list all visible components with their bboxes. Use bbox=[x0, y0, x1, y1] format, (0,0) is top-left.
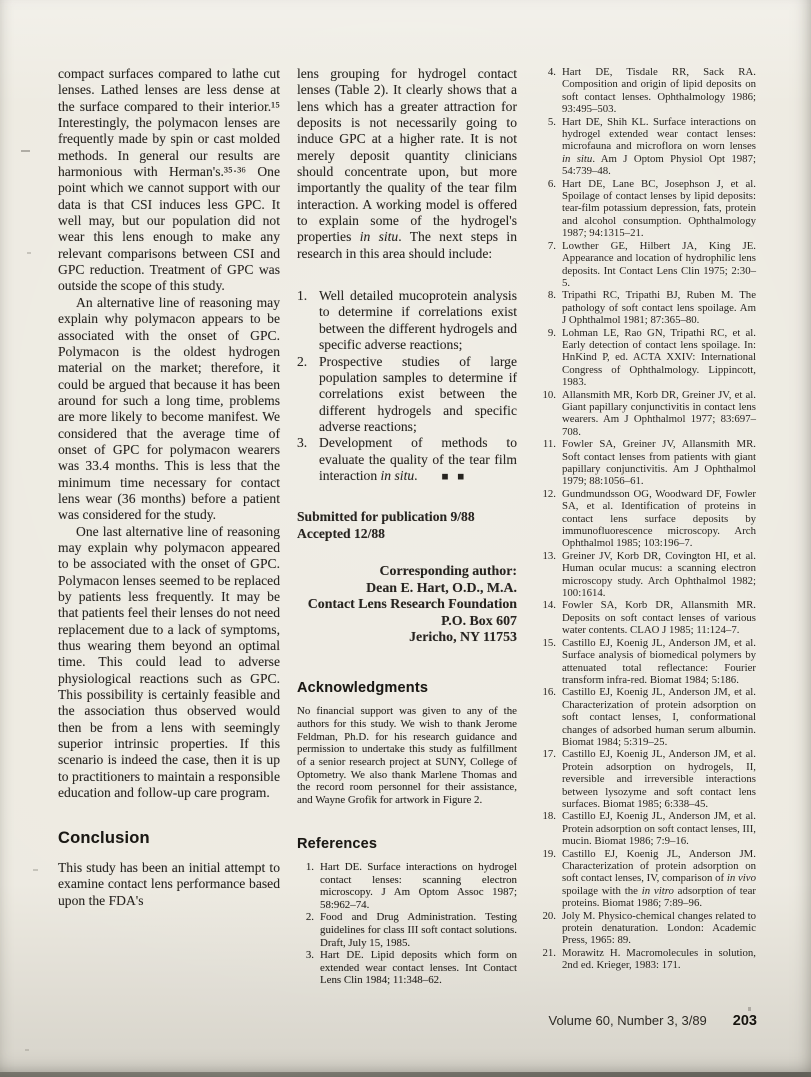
submitted-line: Submitted for publication 9/88 bbox=[297, 509, 475, 525]
list-item bbox=[297, 288, 517, 353]
reference-text: Castillo EJ, Koenig JL, Anderson JM. Characterization of protein adsorption on soft contact lenses, IV, comparison of in vivo spoilage with the in vitro adsorption of tear proteins. Biomat 1986; 7:89–96. bbox=[562, 847, 756, 910]
scan-artifact bbox=[27, 252, 31, 254]
reference-item bbox=[537, 116, 756, 178]
reference-number: 13. bbox=[542, 549, 556, 562]
reference-number: 20. bbox=[542, 909, 556, 922]
reference-text: Lowther GE, Hilbert JA, King JE. Appearance and location of hydrophilic lens deposits. Int Contact Lens Clin 1975; 2:30–5. bbox=[562, 239, 756, 289]
conclusion-heading: Conclusion bbox=[58, 829, 150, 848]
reference-text: Allansmith MR, Korb DR, Greiner JV, et al. Giant papillary conjunctivitis in contact lens wearers. Am J Ophthalmol 1977; 83:697–708. bbox=[562, 388, 756, 438]
reference-item bbox=[537, 910, 756, 947]
reference-item bbox=[297, 911, 517, 949]
scan-artifact bbox=[25, 1049, 29, 1051]
corresponding-author-city: Jericho, NY 11753 bbox=[409, 630, 517, 646]
reference-number: 18. bbox=[542, 810, 556, 823]
column-right bbox=[537, 66, 756, 972]
reference-text: Hart DE, Shih KL. Surface interactions on hydrogel extended wear contact lenses: microfauna and microflora on worn lenses in situ. Am J Optom Physiol Opt 1987; 54:739–48. bbox=[562, 115, 756, 178]
reference-number: 2. bbox=[305, 911, 314, 924]
reference-item bbox=[537, 488, 756, 550]
reference-text: Fowler SA, Korb DR, Allansmith MR. Deposits on soft contact lenses of various water contents. CLAO J 1985; 11:124–7. bbox=[562, 599, 756, 637]
list-item-number: 3. bbox=[297, 435, 308, 451]
body-paragraph: compact surfaces compared to lathe cut lenses. Lathed lenses are less dense at the surface compared to their interior.¹⁵ Interestingly, the polymacon lenses are frequently made by spin or cast molded methods. In general our results are harmonious with Herman's.³⁵·³⁶ One point which we cannot support with our data is that CSI induces less GPC. It well may, but our population did not wear this lens enough to make any relevant comparisons between CSI and GPC reduction. Treatment of GPC was outside the scope of this study. bbox=[58, 66, 280, 294]
scan-artifact bbox=[748, 1007, 751, 1011]
conclusion-paragraph: This study has been an initial attempt to examine contact lens performance based upon the FDA's bbox=[58, 859, 280, 908]
intro-paragraph: lens grouping for hydrogel contact lenses (Table 2). It clearly shows that a lens which has a greater attraction for deposits is not necessarily going to induce GPC at a higher rate. It is not merely deposit quantity clinicians should concentrate upon, but more importantly the quality of the tear film interaction. A working model is offered to explain some of the hydrogel's properties in situ. The next steps in research in this area should include: bbox=[297, 66, 517, 261]
list-item-text-content: Prospective studies of large population samples to determine if correlations exist between the different hydrogels and specific adverse reactions; bbox=[319, 353, 517, 434]
reference-number: 9. bbox=[547, 326, 556, 339]
reference-number: 14. bbox=[542, 599, 556, 612]
submission-dates bbox=[297, 509, 517, 542]
reference-item bbox=[537, 599, 756, 636]
corresponding-author-label: Corresponding author: bbox=[379, 563, 517, 579]
list-item-text bbox=[319, 435, 517, 485]
reference-number: 1. bbox=[305, 861, 314, 874]
body-paragraph: An alternative line of reasoning may explain why polymacon appears to be associated with the onset of GPC. Polymacon is the oldest hydrogen material on the market; therefore, it could be argued that because it has been around for such a long time, problems are more likely to become manifest. We considered that the average time of onset of GPC for polymacon wearers was 33.4 months. This is less that the minimum time necessary for contact lens wear (36 months) before a patient was considered for the study. bbox=[58, 294, 280, 523]
reference-item bbox=[537, 178, 756, 240]
numbered-list bbox=[297, 288, 517, 485]
reference-text: Tripathi RC, Tripathi BJ, Ruben M. The pathology of soft contact lens spoilage. Am J Ophthalmol 1981; 87:365–80. bbox=[562, 289, 756, 327]
corresponding-author-pobox: P.O. Box 607 bbox=[441, 613, 517, 629]
reference-number: 16. bbox=[542, 686, 556, 699]
list-item-text bbox=[319, 288, 517, 353]
reference-number: 3. bbox=[305, 949, 314, 962]
reference-list-continued bbox=[537, 66, 756, 972]
reference-text: Hart DE, Tisdale RR, Sack RA. Composition and origin of lipid deposits on soft contact lenses. Ophthalmology 1986; 93:495–503. bbox=[562, 66, 756, 116]
acknowledgments-text: No financial support was given to any of the authors for this study. We wish to thank Jerome Feldman, Ph.D. for his research guidance and permission to undertake this study as fulfillment of a senior research project at SUNY, College of Optometry. We also thank Marlene Thomas and the record room personnel for their assistance, and Wayne Grofik for artwork in Figure 2. bbox=[297, 705, 517, 807]
references-heading: References bbox=[297, 835, 378, 852]
reference-text: Hart DE, Lane BC, Josephson J, et al. Spoilage of contact lenses by lipid deposits: tear-film potassium depression, fats, protein and alcohol consumption. Ophthalmology 1987; 94:1315–21. bbox=[562, 177, 756, 240]
scan-artifact bbox=[33, 869, 38, 871]
list-item bbox=[297, 354, 517, 436]
reference-item bbox=[297, 861, 517, 911]
corresponding-author-block bbox=[297, 564, 517, 647]
reference-item bbox=[537, 240, 756, 290]
reference-item bbox=[537, 550, 756, 600]
scan-bottom-edge bbox=[0, 1072, 811, 1077]
reference-number: 21. bbox=[542, 946, 556, 959]
reference-item bbox=[537, 686, 756, 748]
reference-item bbox=[537, 637, 756, 687]
column-left bbox=[58, 66, 280, 909]
reference-text: Hart DE. Lipid deposits which form on extended wear contact lenses. Int Contact Lens Clin 1984; 11:348–62. bbox=[320, 949, 517, 987]
reference-text: Food and Drug Administration. Testing guidelines for class III soft contact solutions. Draft, July 15, 1985. bbox=[320, 911, 517, 949]
reference-number: 6. bbox=[547, 177, 556, 190]
corresponding-author-org: Contact Lens Research Foundation bbox=[307, 597, 517, 613]
reference-text: Joly M. Physico-chemical changes related to protein denaturation. London: Academic Press, 1965: 89. bbox=[562, 909, 756, 947]
reference-text: Lohman LE, Rao GN, Tripathi RC, et al. Early detection of contact lens spoilage. In: HnKind P, ed. ACTA XXIV: International Congress of Ophthalmology. Lippincott, 1983. bbox=[562, 326, 756, 389]
reference-text: Morawitz H. Macromolecules in solution, 2nd ed. Krieger, 1983: 171. bbox=[562, 946, 756, 972]
reference-text: Castillo EJ, Koenig JL, Anderson JM, et al. Protein adsorption on hydrogels, II, reversible and irreversible interactions between lysozyme and soft contact lens surfaces. Biomat 1985; 6:338–45. bbox=[562, 748, 756, 810]
reference-number: 12. bbox=[542, 487, 556, 500]
column-middle bbox=[297, 66, 517, 987]
reference-text: Castillo EJ, Koenig JL, Anderson JM, et al. Protein adsorption on soft contact lenses, III, mucin. Biomat 1986; 7:9–16. bbox=[562, 810, 756, 848]
reference-number: 17. bbox=[542, 748, 556, 761]
body-paragraph: One last alternative line of reasoning may explain why polymacon appeared to be associated with the onset of GPC. Polymacon lenses seemed to be replaced by patients less frequently. It may be that patients feel their lenses do not need replacement due to a lack of symptoms, thus wearing them beyond an optimal time. This could lead to adverse physiological reactions such as GPC. This possibility is certainly feasible and the association thus observed would then be from a lens with seemingly superior intrinsic properties. If this scenario is indeed the case, then it is up to practitioners to maintain a responsible education and follow-up care program. bbox=[58, 523, 280, 801]
list-item-number: 1. bbox=[297, 288, 308, 304]
page-footer bbox=[537, 1013, 757, 1029]
list-item-text-content: Well detailed mucoprotein analysis to determine if correlations exist between the different hydrogels and specific adverse reactions; bbox=[319, 288, 517, 353]
reference-item bbox=[537, 810, 756, 847]
reference-item bbox=[537, 289, 756, 326]
reference-item bbox=[537, 748, 756, 810]
list-item-text-content: Development of methods to evaluate the quality of the tear film interaction in situ. bbox=[319, 435, 517, 483]
reference-number: 11. bbox=[542, 438, 556, 451]
reference-item bbox=[537, 66, 756, 116]
reference-number: 5. bbox=[547, 115, 556, 128]
reference-number: 7. bbox=[547, 239, 556, 252]
journal-volume-line: Volume 60, Number 3, 3/89 bbox=[548, 1013, 707, 1028]
accepted-line: Accepted 12/88 bbox=[297, 525, 385, 541]
page-number: 203 bbox=[732, 1013, 757, 1029]
reference-item bbox=[537, 438, 756, 488]
reference-number: 4. bbox=[547, 66, 556, 78]
end-of-article-marker: ■ ■ bbox=[441, 470, 468, 483]
reference-item bbox=[537, 947, 756, 972]
list-item-number: 2. bbox=[297, 353, 308, 369]
reference-text: Fowler SA, Greiner JV, Allansmith MR. Soft contact lenses from patients with giant papillary conjunctivitis. Am J Ophthalmol 1979; 88:1056–61. bbox=[562, 438, 756, 488]
reference-number: 8. bbox=[547, 289, 556, 302]
list-item-text bbox=[319, 354, 517, 436]
reference-number: 19. bbox=[542, 847, 556, 860]
corresponding-author-name: Dean E. Hart, O.D., M.A. bbox=[366, 580, 517, 596]
reference-item bbox=[537, 848, 756, 910]
reference-number: 15. bbox=[542, 636, 556, 649]
reference-list bbox=[297, 861, 517, 986]
reference-text: Hart DE. Surface interactions on hydrogel contact lenses: scanning electron microscopy. J Am Optom Assoc 1987; 58:962–74. bbox=[320, 861, 517, 911]
reference-number: 10. bbox=[542, 388, 556, 401]
scan-artifact bbox=[21, 150, 30, 152]
acknowledgments-heading: Acknowledgments bbox=[297, 679, 429, 696]
reference-text: Greiner JV, Korb DR, Covington HI, et al. Human ocular mucus: a scanning electron microscopy study. Arch Ophthalmol 1982; 100:1614. bbox=[562, 549, 756, 600]
list-item bbox=[297, 435, 517, 485]
reference-item bbox=[297, 949, 517, 987]
reference-item bbox=[537, 327, 756, 389]
reference-item bbox=[537, 389, 756, 439]
reference-text: Gundmundsson OG, Woodward DF, Fowler SA, et al. Identification of proteins in contact lens surface deposits by immunofluorescence microscopy. Arch Ophthalmol 1985; 103:196–7. bbox=[562, 487, 756, 550]
reference-text: Castillo EJ, Koenig JL, Anderson JM, et al. Characterization of protein adsorption on soft contact lenses, I, conformational changes of adsorbed human serum albumin. Biomat 1984; 5:319–25. bbox=[562, 686, 756, 748]
reference-text: Castillo EJ, Koenig JL, Anderson JM, et al. Surface analysis of biomedical polymers by attenuated total reflectance: Fourier transform infra-red. Biomat 1984; 5:186. bbox=[562, 636, 756, 686]
